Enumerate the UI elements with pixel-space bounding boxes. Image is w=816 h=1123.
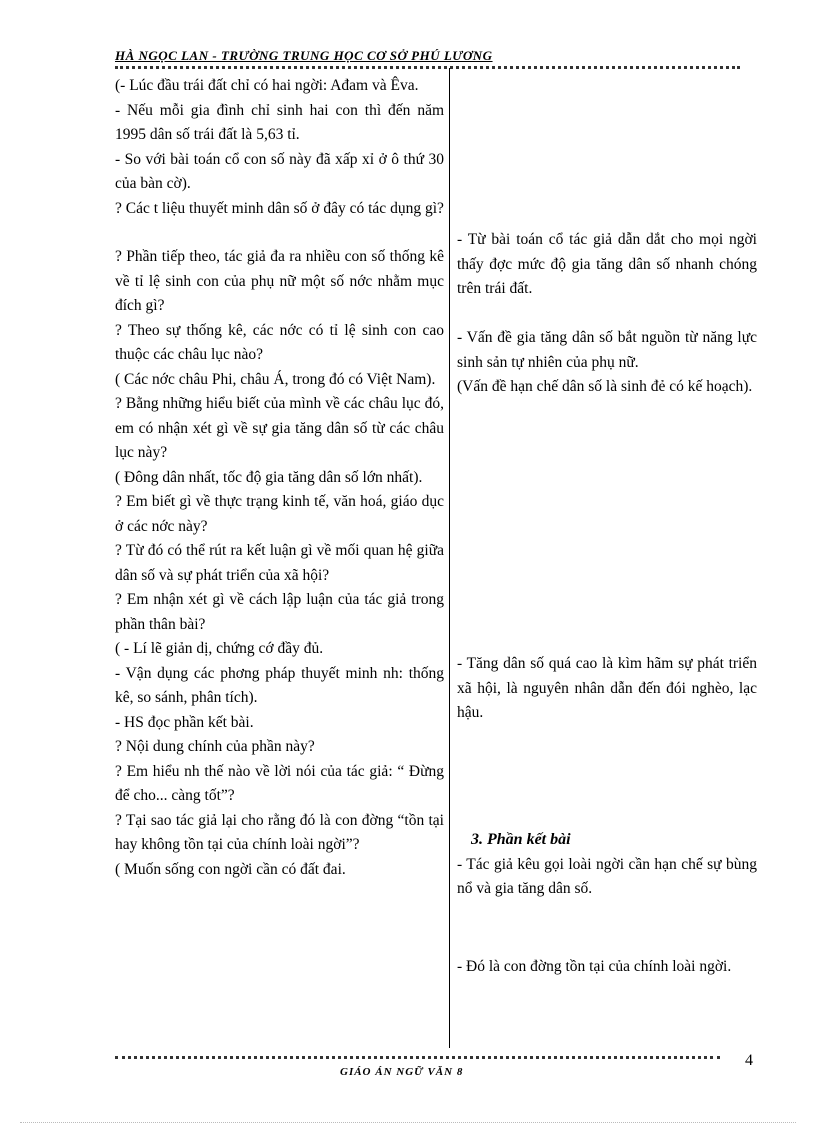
left-para: ( Đông dân nhất, tốc độ gia tăng dân số lớn nhất).: [115, 468, 423, 486]
right-block-3: [457, 652, 757, 726]
left-para: ? Theo sự thống kê, các nớc có tỉ lệ sinh con cao thuộc các châu lục nào?: [115, 321, 444, 363]
right-block-2: [457, 326, 757, 400]
page-number: 4: [745, 1052, 753, 1069]
header-rule: [115, 66, 740, 69]
right-block-1: [457, 228, 757, 302]
right-para: - Từ bài toán cổ tác giả dẫn dắt cho mọi ngời thấy đợc mức độ gia tăng dân số nhanh chóng trên trái đất.: [457, 231, 757, 297]
left-para: ( Muốn sống con ngời cần có đất đai.: [115, 860, 346, 878]
left-para: - So với bài toán cổ con số này đã xấp xỉ ở ô thứ 30 của bàn cờ).: [115, 150, 444, 192]
left-para: ( - Lí lẽ giản dị, chứng cớ đầy đủ.: [115, 640, 324, 657]
right-para: (Vấn đề hạn chế dân số là sinh đẻ có kế hoạch).: [457, 378, 753, 395]
right-para: - Tăng dân số quá cao là kìm hãm sự phát triển xã hội, là nguyên nhân dẫn đến đói nghèo, lạc hậu.: [457, 655, 757, 721]
right-para: - Đó là con đờng tồn tại của chính loài ngời.: [457, 958, 732, 975]
left-para: ? Bằng những hiểu biết của mình về các châu lục đó, em có nhận xét gì về sự gia tăng dân số từ các châu lục này?: [115, 395, 444, 461]
left-para: - Vận dụng các phơng pháp thuyết minh nh: thống kê, so sánh, phân tích).: [115, 664, 444, 706]
footer-rule: [115, 1056, 720, 1059]
left-para: ? Từ đó có thể rút ra kết luận gì về mối quan hệ giữa dân số và sự phát triển của xã hội?: [115, 542, 444, 584]
right-block-4: [457, 828, 757, 902]
left-column: [115, 74, 444, 882]
right-para: - Tác giả kêu gọi loài ngời cần hạn chế sự bùng nổ và gia tăng dân số.: [457, 855, 757, 897]
left-para: ? Em hiểu nh thế nào về lời nói của tác giả: “ Đừng để cho... càng tốt”?: [115, 762, 444, 804]
left-para: - HS đọc phần kết bài.: [115, 713, 254, 731]
right-block-5: [457, 955, 757, 980]
footer-text: GIÁO ÁN NGỮ VĂN 8: [340, 1066, 464, 1076]
page-header: HÀ NGỌC LAN - TRƯỜNG TRUNG HỌC CƠ SỞ PHÚ LƯƠNG: [115, 48, 493, 63]
left-para: ( Các nớc châu Phi, châu Á, trong đó có Việt Nam).: [115, 370, 436, 388]
left-para: ? Nội dung chính của phần này?: [115, 738, 315, 755]
left-para: ? Em biết gì về thực trạng kinh tế, văn hoá, giáo dục ở các nớc này?: [115, 493, 444, 535]
left-para: - Nếu mỗi gia đình chỉ sinh hai con thì đến năm 1995 dân số trái đất là 5,63 tỉ.: [115, 101, 444, 143]
left-para: ? Các t liệu thuyết minh dân số ở đây có tác dụng gì?: [115, 199, 444, 217]
left-para: ? Em nhận xét gì về cách lập luận của tác giả trong phần thân bài?: [115, 591, 444, 633]
left-para: ? Phần tiếp theo, tác giả đa ra nhiều con số thống kê về tỉ lệ sinh con của phụ nữ một số nớc nhằm mục đích gì?: [115, 248, 444, 314]
column-divider: [449, 68, 450, 1048]
left-para: (- Lúc đầu trái đất chỉ có hai ngời: Ađam và Êva.: [115, 77, 419, 94]
right-para: - Vấn đề gia tăng dân số bắt nguồn từ năng lực sinh sản tự nhiên của phụ nữ.: [457, 329, 757, 371]
section-heading: 3. Phần kết bài: [471, 831, 571, 848]
left-para: ? Tại sao tác giả lại cho rằng đó là con đờng “tồn tại hay không tồn tại của chính loài ngời”?: [115, 811, 444, 853]
